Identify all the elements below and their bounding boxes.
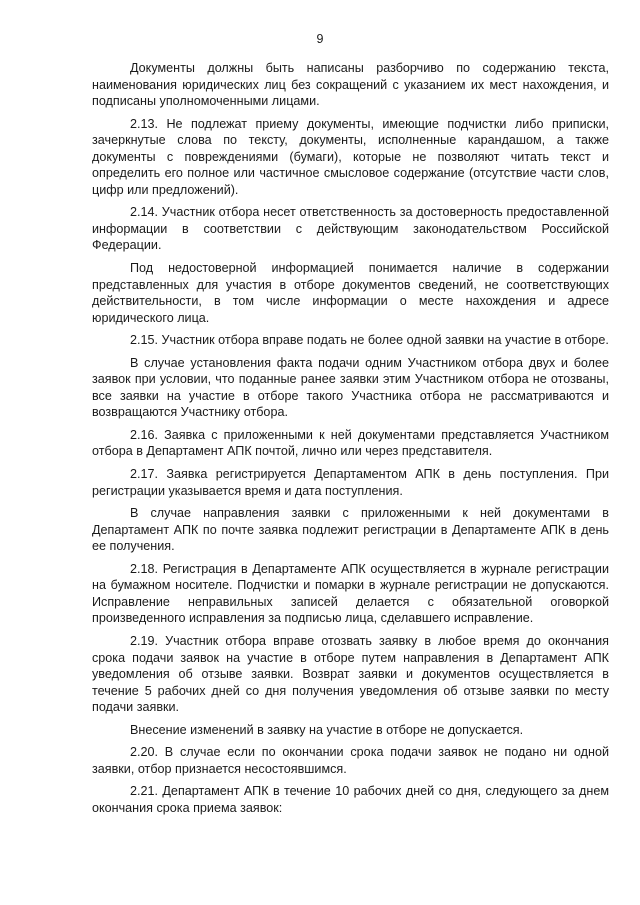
paragraph-mail-registration: В случае направления заявки с приложенными к ней документами в Департамент АПК по почте заявка подлежит регистрации в Департаменте АПК в день ее получения.: [92, 506, 609, 554]
paragraph-documents-requirements: Документы должны быть написаны разборчиво по содержанию текста, наименования юридических лиц без сокращений с указанием их мест нахождения, и подписаны уполномоченными лицами.: [92, 61, 609, 109]
paragraph-2-20: 2.20. В случае если по окончании срока подачи заявок не подано ни одной заявки, отбор признается несостоявшимся.: [92, 745, 609, 776]
paragraph-2-15: 2.15. Участник отбора вправе подать не более одной заявки на участие в отборе.: [130, 333, 609, 348]
document-body: [92, 60, 609, 822]
paragraph-2-17: 2.17. Заявка регистрируется Департаментом АПК в день поступления. При регистрации указывается время и дата поступления.: [92, 467, 609, 498]
paragraph-2-16: 2.16. Заявка с приложенными к ней документами представляется Участником отбора в Департамент АПК почтой, лично или через представителя.: [92, 427, 609, 459]
page-number: 9: [316, 32, 324, 46]
paragraph-2-21: 2.21. Департамент АПК в течение 10 рабочих дней со дня, следующего за днем окончания срока приема заявок:: [92, 784, 609, 815]
paragraph-no-changes: Внесение изменений в заявку на участие в отборе не допускается.: [130, 722, 524, 737]
paragraph-2-19: 2.19. Участник отбора вправе отозвать заявку в любое время до окончания срока подачи заявок на участие в отборе путем направления в Департамент АПК уведомления об отзыве заявки. Возврат заявки и документов осуществляется в течение 5 рабочих дней со дня получения уведомления об отзыве заявки по месту подачи заявки.: [92, 633, 609, 715]
paragraph-2-18: 2.18. Регистрация в Департаменте АПК осуществляется в журнале регистрации на бумажном носителе. Подчистки и помарки в журнале регистрации не допускаются. Исправление неправильных записей делается с обязательной оговоркой произведенного исправления за подписью лица, сделавшего исправление.: [92, 561, 609, 626]
paragraph-2-13: 2.13. Не подлежат приему документы, имеющие подчистки либо приписки, зачеркнутые слова по тексту, документы, исполненные карандашом, а также документы с повреждениями (бумаги), которые не позволяют читать текст и определить его полное или частичное смысловое содержание (отсутствие части слов, цифр или предложений).: [92, 116, 609, 197]
paragraph-2-14: 2.14. Участник отбора несет ответственность за достоверность предоставленной информации в соответствии с действующим законодательством Российской Федерации.: [92, 205, 609, 253]
paragraph-multiple-applications: В случае установления факта подачи одним Участником отбора двух и более заявок при условии, что поданные ранее заявки этим Участником отбора не отозваны, все заявки на участие в отборе такого Участника отбора не рассматриваются и возвращаются Участнику отбора.: [92, 355, 609, 420]
paragraph-false-information: Под недостоверной информацией понимается наличие в содержании представленных для участия в отборе документов сведений, не соответствующих действительности, в том числе информации о месте нахождения и адресе юридического лица.: [92, 261, 609, 325]
